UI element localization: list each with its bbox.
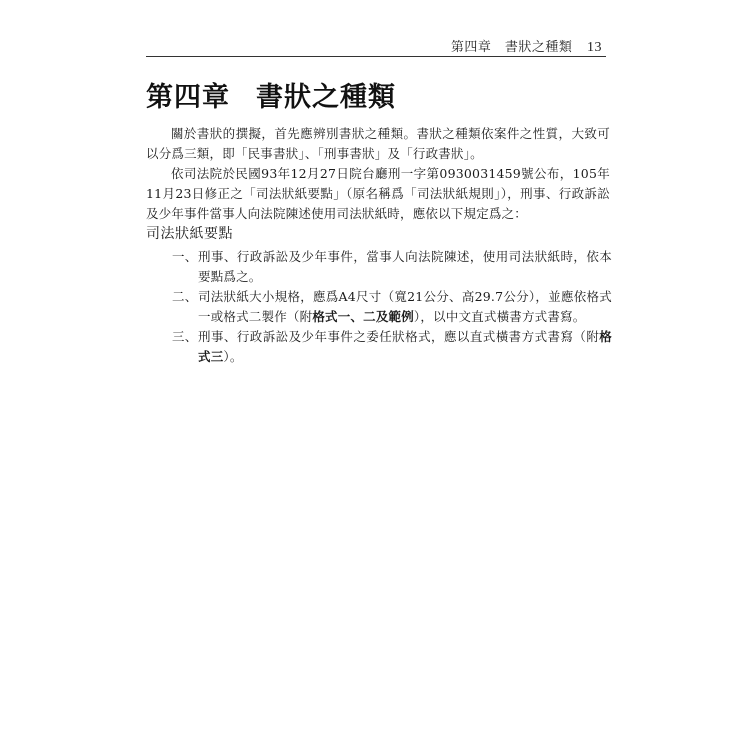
header-rule — [146, 56, 606, 57]
list-item — [172, 327, 612, 367]
list-item-text-before: 刑事、行政訴訟及少年事件之委任狀格式，應以直式橫書方式書寫（附 — [198, 329, 600, 344]
list-marker: 二、 — [172, 289, 198, 304]
list-item-text-after: ）。 — [223, 349, 243, 364]
format-citation: 格式三 — [198, 329, 612, 364]
chapter-name: 書狀之種類 — [256, 82, 396, 113]
list-marker: 一、 — [172, 249, 198, 264]
list-item-text-before: 司法狀紙大小規格，應爲A4尺寸（寬21公分、高29.7公分），並應依格式一或格式二製作（附 — [198, 289, 612, 324]
list-marker: 三、 — [172, 329, 198, 344]
list-item-text-after: ），以中文直式橫書方式書寫。 — [413, 309, 586, 324]
chapter-title — [146, 75, 396, 114]
list-item — [172, 247, 612, 287]
section-heading: 司法狀紙要點 — [146, 226, 233, 242]
intro-paragraph: 關於書狀的撰擬，首先應辨別書狀之種類。書狀之種類依案件之性質，大致可以分爲三類，即「民事書狀」、「刑事書狀」及「行政書狀」。 — [146, 126, 610, 161]
page-number: 13 — [587, 40, 602, 55]
running-head — [451, 36, 602, 56]
rules-list — [172, 247, 612, 367]
running-title: 第四章 書狀之種類 — [450, 40, 573, 55]
chapter-label: 第四章 — [146, 82, 230, 113]
list-item — [172, 287, 612, 327]
regulation-paragraph: 依司法院於民國93年12月27日院台廳刑一字第0930031459號公布，105年11月23日修正之「司法狀紙要點」（原名稱爲「司法狀紙規則」），刑事、行政訴訟及少年事件當事人向法院陳述使用司法狀紙時，應依以下規定爲之： — [146, 166, 610, 221]
format-citation: 格式一、二及範例 — [312, 309, 414, 324]
list-item-text: 刑事、行政訴訟及少年事件，當事人向法院陳述，使用司法狀紙時，依本要點爲之。 — [198, 249, 612, 284]
